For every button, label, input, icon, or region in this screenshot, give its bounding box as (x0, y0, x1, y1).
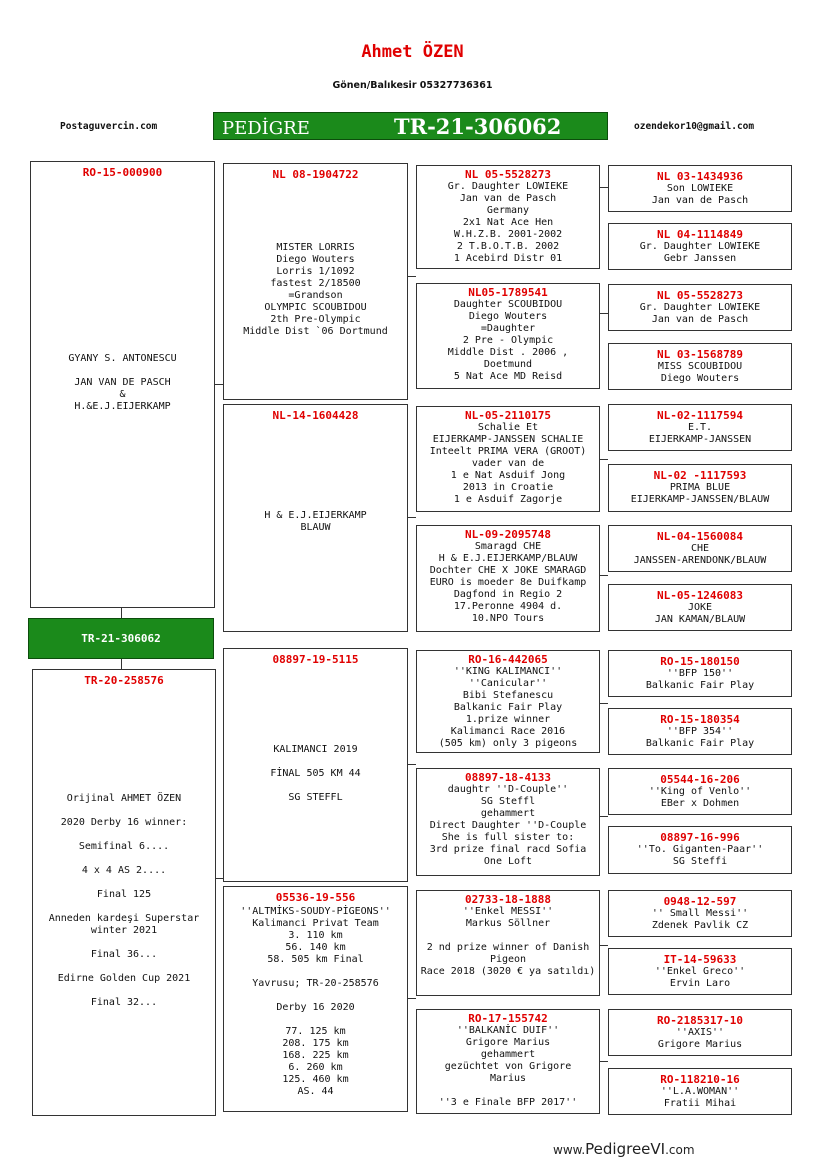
gen4-ring: 0948-12-597 (663, 895, 737, 908)
gen4-text: ''BFP 354'' Balkanic Fair Play (645, 726, 755, 749)
great-grandparent-box (416, 1009, 600, 1114)
gen4-box (608, 1068, 792, 1115)
great-grandparent-box (416, 406, 600, 512)
connector-line (599, 945, 608, 946)
great-grandparent-ring: NL 05-5528273 (464, 168, 552, 181)
gen4-ring: IT-14-59633 (663, 953, 737, 966)
logo-prefix: www. (553, 1143, 586, 1157)
connector-line (599, 1061, 608, 1062)
grandparent-ring: NL 08-1904722 (272, 168, 359, 181)
gen4-text: JOKE JAN KAMAN/BLAUW (654, 602, 746, 625)
great-grandparent-text: daughtr ''D-Couple'' SG Steffl gehammert Direct Daughter ''D-Couple She is full sister to: 3rd prize final racd Sofia One Loft (429, 784, 587, 867)
mother-box (32, 669, 216, 1116)
owner-location-phone: Gönen/Balıkesir 05327736361 (332, 80, 493, 91)
website-link[interactable]: Postaguvercin.com (60, 121, 158, 132)
gen4-ring: 08897-16-996 (660, 831, 740, 844)
grandparent-box (223, 404, 408, 632)
gen4-ring: RO-2185317-10 (656, 1014, 744, 1027)
great-grandparent-text: Smaragd CHE H & E.J.EIJERKAMP/BLAUW Dochter CHE X JOKE SMARAGD EURO is moeder 8e Duifkamp Dagfond in Regio 2 17.Peronne 4904 d. 10.NPO Tours (429, 541, 587, 624)
subject-ring-box: TR-21-306062 (28, 618, 214, 659)
connector-line (214, 384, 223, 385)
great-grandparent-ring: NL05-1789541 (468, 286, 548, 299)
connector-line (407, 517, 416, 518)
gen4-text: Gr. Daughter LOWIEKE Gebr Janssen (639, 241, 761, 264)
gen4-ring: NL-02 -1117593 (653, 469, 747, 482)
gen4-text: Gr. Daughter LOWIEKE Jan van de Pasch (639, 302, 761, 325)
gen4-box (608, 948, 792, 995)
gen4-ring: NL 05-5528273 (656, 289, 744, 302)
great-grandparent-ring: RO-17-155742 (468, 1012, 548, 1025)
gen4-text: ''AXIS'' Grigore Marius (657, 1027, 743, 1050)
gen4-ring: NL-04-1560084 (656, 530, 744, 543)
gen4-ring: NL 03-1568789 (656, 348, 744, 361)
gen4-ring: NL-02-1117594 (656, 409, 744, 422)
gen4-text: ''King of Venlo'' EBer x Dohmen (648, 786, 752, 809)
logo-main: PedigreeVI (585, 1140, 666, 1158)
great-grandparent-box (416, 890, 600, 996)
pedigree-logo (553, 1140, 695, 1158)
gen4-text: CHE JANSSEN-ARENDONK/BLAUW (633, 543, 767, 566)
gen4-ring: RO-15-180354 (660, 713, 740, 726)
grandparent-ring: 05536-19-556 (275, 891, 356, 904)
gen4-box (608, 284, 792, 331)
great-grandparent-box (416, 525, 600, 632)
connector-line (599, 187, 608, 188)
connector-line (216, 878, 223, 879)
great-grandparent-text: Gr. Daughter LOWIEKE Jan van de Pasch Germany 2x1 Nat Ace Hen W.H.Z.B. 2001-2002 2 T.B.O.T.B. 2002 1 Acebird Distr 01 (447, 181, 569, 264)
connector-line (407, 998, 416, 999)
connector-line (599, 816, 608, 817)
grandparent-ring: 08897-19-5115 (272, 653, 359, 666)
great-grandparent-ring: RO-16-442065 (468, 653, 548, 666)
gen4-box (608, 1009, 792, 1056)
gen4-box (608, 525, 792, 572)
mother-ring: TR-20-258576 (84, 674, 164, 687)
gen4-ring: RO-118210-16 (660, 1073, 740, 1086)
connector-line (599, 459, 608, 460)
gen4-text: MISS SCOUBIDOU Diego Wouters (657, 361, 743, 384)
great-grandparent-box (416, 283, 600, 389)
gen4-text: E.T. EIJERKAMP-JANSSEN (648, 422, 752, 445)
great-grandparent-text: ''Enkel MESSI'' Markus Söllner 2 nd prize winner of Danish Pigeon Race 2018 (3020 € ya satıldı) (420, 906, 596, 977)
great-grandparent-text: Schalie Et EIJERKAMP-JANSSEN SCHALIE Inteelt PRIMA VERA (GROOT) vader van de 1 e Nat Asduif Jong 2013 in Croatie 1 e Asduif Zagorje (429, 422, 587, 505)
banner-label: PEDİGRE (222, 118, 310, 139)
mother-text: Orijinal AHMET ÖZEN 2020 Derby 16 winner: Semifinal 6.... 4 x 4 AS 2.... Final 125 Anneden kardeşi Superstar winter 2021 Final 36... Edirne Golden Cup 2021 Final 32... (48, 793, 200, 1008)
great-grandparent-box (416, 650, 600, 753)
gen4-box (608, 768, 792, 815)
gen4-ring: NL 04-1114849 (656, 228, 744, 241)
gen4-box (608, 223, 792, 270)
gen4-text: Son LOWIEKE Jan van de Pasch (651, 183, 749, 206)
gen4-text: ''L.A.WOMAN'' Fratii Mihai (660, 1086, 740, 1109)
great-grandparent-ring: 08897-18-4133 (464, 771, 552, 784)
connector-line (599, 313, 608, 314)
gen4-box (608, 708, 792, 755)
connector-line (407, 764, 416, 765)
grandparent-text: ''ALTMİKS-SOUDY-PİGEONS'' Kalimanci Privat Team 3. 110 km 56. 140 km 58. 505 km Final Yavrusu; TR-20-258576 Derby 16 2020 77. 125 km 208. 175 km 168. 225 km 6. 260 km 125. 460 km AS. 44 (240, 906, 391, 1097)
grandparent-box (223, 163, 408, 400)
grandparent-text: H & E.J.EIJERKAMP BLAUW (264, 509, 367, 533)
gen4-text: '' Small Messi'' Zdenek Pavlik CZ (651, 908, 749, 931)
gen4-text: ''BFP 150'' Balkanic Fair Play (645, 668, 755, 691)
grandparent-text: KALIMANCI 2019 FİNAL 505 KM 44 SG STEFFL (270, 743, 361, 803)
gen4-ring: 05544-16-206 (660, 773, 740, 786)
connector-line (599, 575, 608, 576)
gen4-ring: RO-15-180150 (660, 655, 740, 668)
great-grandparent-text: Daughter SCOUBIDOU Diego Wouters =Daughter 2 Pre - Olympic Middle Dist . 2006 , Doetmund 5 Nat Ace MD Reisd (447, 299, 569, 382)
great-grandparent-text: ''BALKANİC DUIF'' Grigore Marius gehammert gezüchtet von Grigore Marius ''3 e Finale BFP 2017'' (438, 1025, 578, 1108)
great-grandparent-box (416, 768, 600, 876)
connector-line (407, 276, 416, 277)
owner-name: Ahmet ÖZEN (361, 42, 464, 62)
gen4-box (608, 464, 792, 512)
gen4-box (608, 890, 792, 937)
great-grandparent-ring: 02733-18-1888 (464, 893, 552, 906)
gen4-text: PRIMA BLUE EIJERKAMP-JANSSEN/BLAUW (630, 482, 770, 505)
gen4-text: ''Enkel Greco'' Ervin Laro (654, 966, 746, 989)
pedigree-banner (213, 112, 608, 140)
gen4-text: ''To. Giganten-Paar'' SG Steffi (636, 844, 764, 867)
great-grandparent-text: ''KING KALIMANCI'' ''Canicular'' Bibi Stefanescu Balkanic Fair Play 1.prize winner Kalimanci Race 2016 (505 km) only 3 pigeons (438, 666, 578, 749)
great-grandparent-ring: NL-09-2095748 (464, 528, 552, 541)
great-grandparent-box (416, 165, 600, 269)
connector-line (599, 703, 608, 704)
father-box (30, 161, 215, 608)
gen4-box (608, 826, 792, 874)
email-link[interactable]: ozendekor10@gmail.com (634, 121, 755, 132)
great-grandparent-ring: NL-05-2110175 (464, 409, 552, 422)
father-ring: RO-15-000900 (82, 166, 163, 179)
father-text: GYANY S. ANTONESCU JAN VAN DE PASCH & H.&E.J.EIJERKAMP (68, 353, 177, 412)
grandparent-ring: NL-14-1604428 (272, 409, 359, 422)
gen4-ring: NL 03-1434936 (656, 170, 744, 183)
grandparent-text: MISTER LORRIS Diego Wouters Lorris 1/1092 fastest 2/18500 =Grandson OLYMPIC SCOUBIDOU 2th Pre-Olympic Middle Dist `06 Dortmund (243, 242, 388, 337)
gen4-box (608, 343, 792, 390)
grandparent-box (223, 886, 408, 1112)
gen4-ring: NL-05-1246083 (656, 589, 744, 602)
logo-suffix: .com (665, 1143, 695, 1157)
gen4-box (608, 404, 792, 451)
banner-ring-number: TR-21-306062 (394, 114, 562, 139)
gen4-box (608, 650, 792, 697)
gen4-box (608, 584, 792, 631)
grandparent-box (223, 648, 408, 882)
gen4-box (608, 165, 792, 212)
